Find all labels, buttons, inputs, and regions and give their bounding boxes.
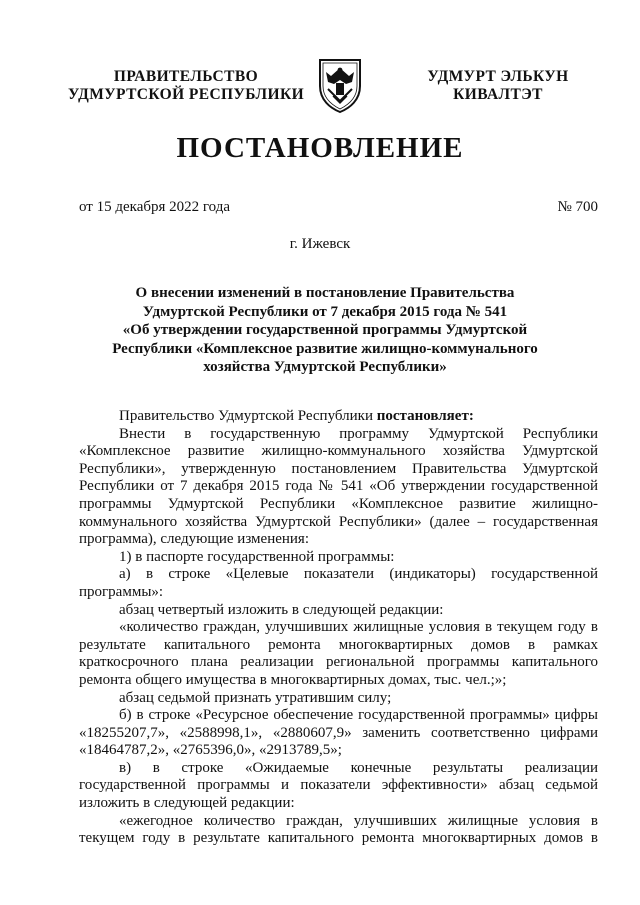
- body-paragraph-intro: [79, 408, 598, 426]
- document-subject: [110, 284, 540, 377]
- body-line: программы Удмуртской Республики «Комплексное развитие жилищно-: [79, 495, 598, 512]
- document-body: [79, 408, 598, 848]
- body-line: «количество граждан, улучшивших жилищные условия в текущем году в: [119, 619, 598, 636]
- coat-of-arms-icon: [316, 56, 364, 114]
- body-line: б) в строке «Ресурсное обеспечение государственной программы» цифры: [119, 707, 598, 724]
- body-line: «18255207,7», «2588998,1», «2880607,9» заменить соответственно цифрами: [79, 724, 598, 741]
- body-line: государственной программы и показатели эффективности» абзац седьмой: [79, 777, 598, 794]
- intro-bold: постановляет:: [376, 408, 474, 424]
- body-line: программа), следующие изменения:: [79, 531, 309, 548]
- org-line: ПРАВИТЕЛЬСТВО: [113, 68, 259, 85]
- body-line: текущем году в результате капитального ремонта многоквартирных домов в: [79, 830, 598, 847]
- document-city: г. Ижевск: [289, 236, 351, 252]
- document-date: от 15 декабря 2022 года: [79, 199, 231, 215]
- body-line: «18464787,2», «2765396,0», «2913789,5»;: [79, 742, 342, 759]
- org-line: УДМУРТСКОЙ РЕСПУБЛИКИ: [67, 86, 305, 103]
- document-title: ПОСТАНОВЛЕНИЕ: [176, 132, 464, 164]
- government-name-udmurt: [398, 68, 598, 104]
- body-line: краткосрочного плана реализации региональной программы капитального: [79, 654, 598, 671]
- body-line: абзац седьмой признать утратившим силу;: [119, 689, 392, 706]
- body-line: ремонта общего имущества в многоквартирных домах, тыс. чел.;»;: [79, 671, 507, 688]
- org-line: КИВАЛТЭТ: [453, 86, 543, 103]
- subject-line: хозяйства Удмуртской Республики»: [203, 359, 447, 375]
- org-line: УДМУРТ ЭЛЬКУН: [427, 68, 569, 85]
- body-line: Республики», утвержденную постановлением Правительства Удмуртской: [79, 460, 598, 477]
- body-line: а) в строке «Целевые показатели (индикаторы) государственной: [119, 566, 598, 583]
- subject-line: О внесении изменений в постановление Правительства: [135, 285, 515, 301]
- body-line: «Комплексное развитие жилищно-коммунального хозяйства Удмуртской: [79, 443, 598, 460]
- body-line: «ежегодное количество граждан, улучшивших жилищные условия в: [119, 812, 598, 829]
- body-line: Республики от 7 декабря 2015 года № 541 «Об утверждении государственной: [79, 478, 598, 495]
- subject-line: Удмуртской Республики от 7 декабря 2015 года № 541: [142, 303, 508, 320]
- subject-line: Республики «Комплексное развитие жилищно-коммунального: [112, 340, 538, 357]
- document-number: № 700: [557, 199, 598, 215]
- body-line: изложить в следующей редакции:: [79, 795, 295, 812]
- body-line: абзац четвертый изложить в следующей редакции:: [119, 601, 444, 618]
- body-line: результате капитального ремонта многоквартирных домов в рамках: [79, 636, 598, 653]
- intro-text: Правительство Удмуртской Республики: [119, 408, 377, 424]
- body-line: Внести в государственную программу Удмуртской Республики: [119, 425, 598, 442]
- subject-line: «Об утверждении государственной программы Удмуртской: [122, 322, 528, 338]
- government-name-russian: [66, 68, 306, 104]
- body-line: в) в строке «Ожидаемые конечные результаты реализации: [119, 759, 598, 776]
- body-line: коммунального хозяйства Удмуртской Республики» (далее – государственная: [79, 513, 598, 530]
- body-line: 1) в паспорте государственной программы:: [119, 548, 395, 565]
- body-line: программы»:: [79, 583, 164, 600]
